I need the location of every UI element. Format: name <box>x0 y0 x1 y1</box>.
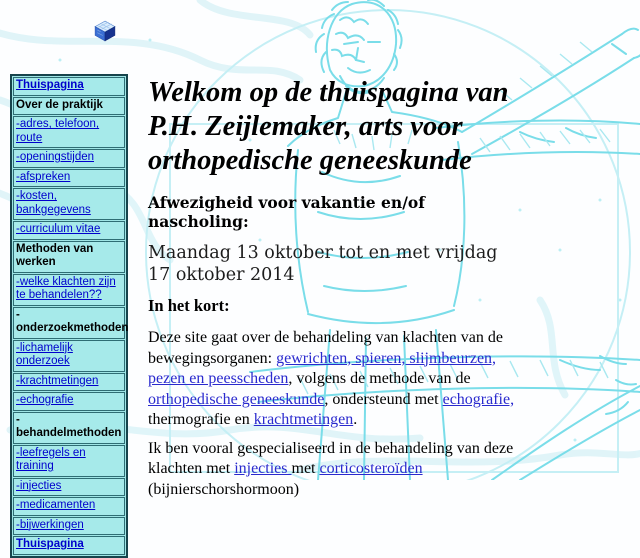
sidebar-item <box>13 221 125 240</box>
sidebar-item <box>13 116 125 148</box>
body-paragraph: Ik ben vooral gespecialiseerd in de behandeling van deze klachten met injecties met corticosteroïden (bijnierschorshormoon) <box>148 439 514 498</box>
sidebar-link[interactable]: -lichamelijk onderzoek <box>16 341 73 367</box>
sidebar-link[interactable]: Thuispagina <box>16 79 84 91</box>
body-paragraph: Deze site gaat over de behandeling van klachten van de bewegingsorganen: gewrichten, spieren, slijmbeurzen, pezen en peesscheden, volgens de methode van de orthopedische geneeskunde, ondersteund met echografie, thermografie en krachtmetingen. <box>148 329 515 428</box>
sidebar-item <box>13 373 125 392</box>
inline-link[interactable]: injecties <box>234 460 292 477</box>
sidebar-item <box>13 241 125 273</box>
sidebar-section-label: Over de praktijk <box>16 98 103 111</box>
sidebar-link[interactable]: -kosten, bankgegevens <box>16 190 91 216</box>
sidebar-link[interactable]: -leefregels en training <box>16 446 86 472</box>
sidebar-section-label: -behandelmethoden <box>16 413 122 439</box>
sidebar-link[interactable]: -openingstijden <box>16 151 95 163</box>
sidebar-section-label: -onderzoekmethoden <box>16 308 129 334</box>
sidebar-item <box>13 445 125 477</box>
inline-link[interactable]: krachtmetingen <box>253 411 354 428</box>
sidebar-item <box>13 274 125 306</box>
sidebar-link[interactable]: -afspreken <box>16 170 71 183</box>
sidebar-item <box>13 188 125 220</box>
sidebar-item <box>13 97 125 116</box>
sidebar-link[interactable]: -medicamenten <box>16 499 96 511</box>
sidebar-link[interactable]: -bijwerkingen <box>16 518 84 531</box>
inline-link[interactable]: echografie, <box>442 390 515 408</box>
sidebar-item <box>13 169 125 188</box>
sidebar-item <box>13 517 125 536</box>
cube-icon <box>94 20 116 42</box>
main-content <box>148 70 520 508</box>
sidebar-item <box>13 497 125 516</box>
sidebar-item <box>13 536 125 555</box>
sidebar-item <box>13 478 125 497</box>
sidebar-link[interactable]: -krachtmetingen <box>16 374 99 387</box>
in-short-heading: In het kort: <box>148 296 230 315</box>
sidebar-link[interactable]: -welke klachten zijn te behandelen?? <box>16 275 116 301</box>
inline-link[interactable]: corticosteroïden <box>319 460 423 477</box>
sidebar-link[interactable]: -echografie <box>16 394 74 406</box>
intro-paragraphs <box>148 328 520 500</box>
sidebar-item <box>13 412 125 444</box>
sidebar-item <box>13 307 129 339</box>
sidebar-nav <box>10 74 128 558</box>
sidebar-item <box>13 77 125 96</box>
sidebar-link[interactable]: -curriculum vitae <box>16 223 101 235</box>
absence-dates: Maandag 13 oktober tot en met vrijdag 17 oktober 2014 <box>148 243 498 285</box>
sidebar-item <box>13 392 125 411</box>
absence-heading: Afwezigheid voor vakantie en/of nascholing: <box>148 193 425 231</box>
inline-link[interactable]: gewrichten, spieren, slijmbeurzen, pezen en peesscheden <box>148 349 497 387</box>
sidebar-item <box>13 340 125 372</box>
sidebar-item <box>13 149 125 168</box>
sidebar-link[interactable]: Thuispagina <box>16 538 84 550</box>
sidebar-link[interactable]: -adres, telefoon, route <box>16 118 100 144</box>
sidebar-section-label: Methoden van werken <box>16 242 94 268</box>
sidebar-link[interactable]: -injecties <box>16 479 62 492</box>
inline-link[interactable]: orthopedische geneeskunde <box>148 390 325 408</box>
page-title: Welkom op de thuispagina van P.H. Zeijlemaker, arts voor orthopedische geneeskunde <box>148 77 509 176</box>
